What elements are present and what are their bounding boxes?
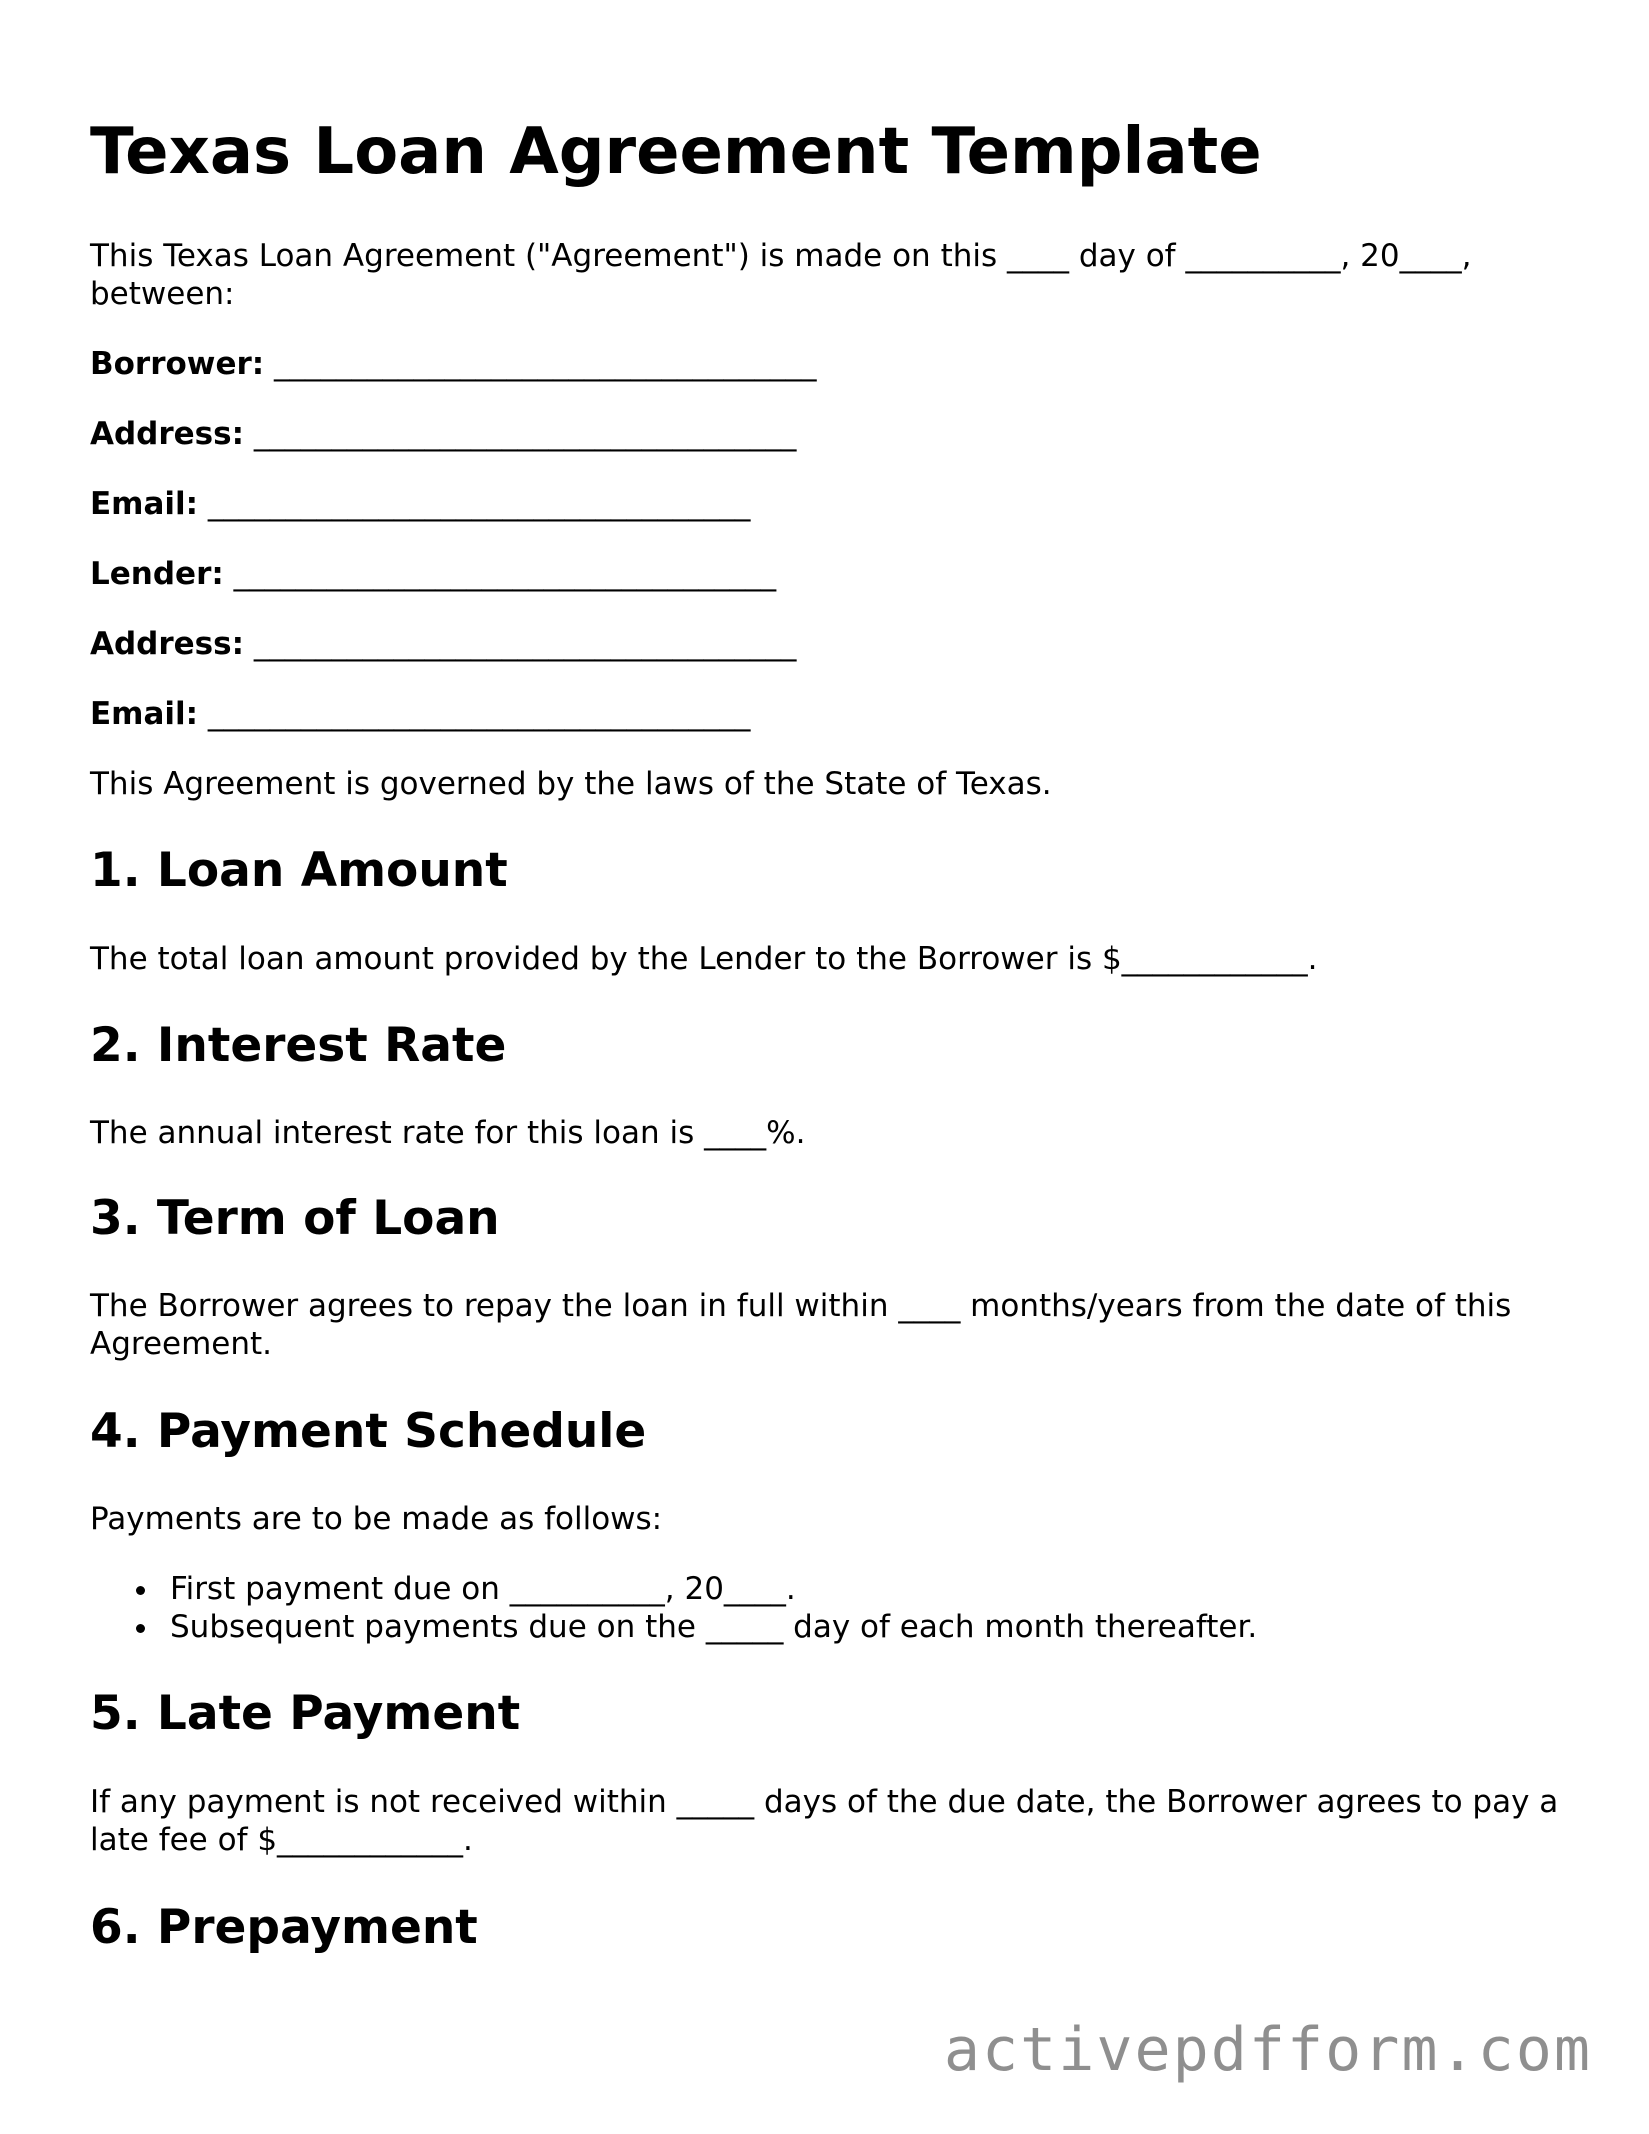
- payment-first-due: First payment due on __________, 20____.: [170, 1571, 796, 1607]
- borrower-blank[interactable]: ___________________________________: [274, 346, 817, 382]
- list-item: [90, 1570, 1257, 1608]
- borrower-label: Borrower:: [90, 346, 265, 382]
- lender-field[interactable]: [90, 555, 776, 593]
- section-body-interest-rate: The annual interest rate for this loan is ____%.: [90, 1115, 806, 1151]
- payment-schedule-list: [90, 1570, 1257, 1646]
- section-heading-interest-rate: 2. Interest Rate: [90, 1018, 507, 1073]
- lender-blank[interactable]: ___________________________________: [233, 556, 777, 592]
- section-body-term-of-loan: The Borrower agrees to repay the loan in full within ____ months/years from the date of this Agreement.: [90, 1288, 1512, 1362]
- bullet-icon: [136, 1586, 145, 1595]
- bullet-icon: [136, 1624, 145, 1633]
- borrower-address-blank[interactable]: ___________________________________: [253, 416, 797, 452]
- borrower-email-field[interactable]: [90, 485, 750, 523]
- lender-email-blank[interactable]: ___________________________________: [207, 696, 751, 732]
- section-heading-prepayment: 6. Prepayment: [90, 1900, 478, 1955]
- section-heading-loan-amount: 1. Loan Amount: [90, 843, 508, 898]
- section-body-late-payment: If any payment is not received within _____ days of the due date, the Borrower agrees to pay a late fee of $____________.: [90, 1784, 1559, 1858]
- lender-email-field[interactable]: [90, 695, 750, 733]
- lender-address-label: Address:: [90, 626, 244, 662]
- list-item: [90, 1608, 1257, 1646]
- section-heading-payment-schedule: 4. Payment Schedule: [90, 1404, 647, 1459]
- borrower-address-field[interactable]: [90, 415, 796, 453]
- governing-law-paragraph: This Agreement is governed by the laws of the State of Texas.: [90, 766, 1052, 802]
- lender-address-field[interactable]: [90, 625, 796, 663]
- section-body-loan-amount: The total loan amount provided by the Lender to the Borrower is $____________.: [90, 941, 1318, 977]
- intro-paragraph: This Texas Loan Agreement ("Agreement") is made on this ____ day of __________, 20____, between:: [90, 238, 1472, 312]
- watermark-logo: activepdfform.com: [943, 2015, 1592, 2085]
- lender-address-blank[interactable]: ___________________________________: [253, 626, 797, 662]
- borrower-address-label: Address:: [90, 416, 244, 452]
- payment-subsequent-due: Subsequent payments due on the _____ day of each month thereafter.: [170, 1609, 1258, 1645]
- section-body-payment-schedule: Payments are to be made as follows:: [90, 1501, 663, 1537]
- section-heading-term-of-loan: 3. Term of Loan: [90, 1191, 500, 1246]
- lender-label: Lender:: [90, 556, 224, 592]
- borrower-email-blank[interactable]: ___________________________________: [207, 486, 751, 522]
- lender-email-label: Email:: [90, 696, 199, 732]
- section-heading-late-payment: 5. Late Payment: [90, 1686, 521, 1741]
- page-title: Texas Loan Agreement Template: [90, 115, 1262, 189]
- borrower-email-label: Email:: [90, 486, 199, 522]
- borrower-field[interactable]: [90, 345, 817, 383]
